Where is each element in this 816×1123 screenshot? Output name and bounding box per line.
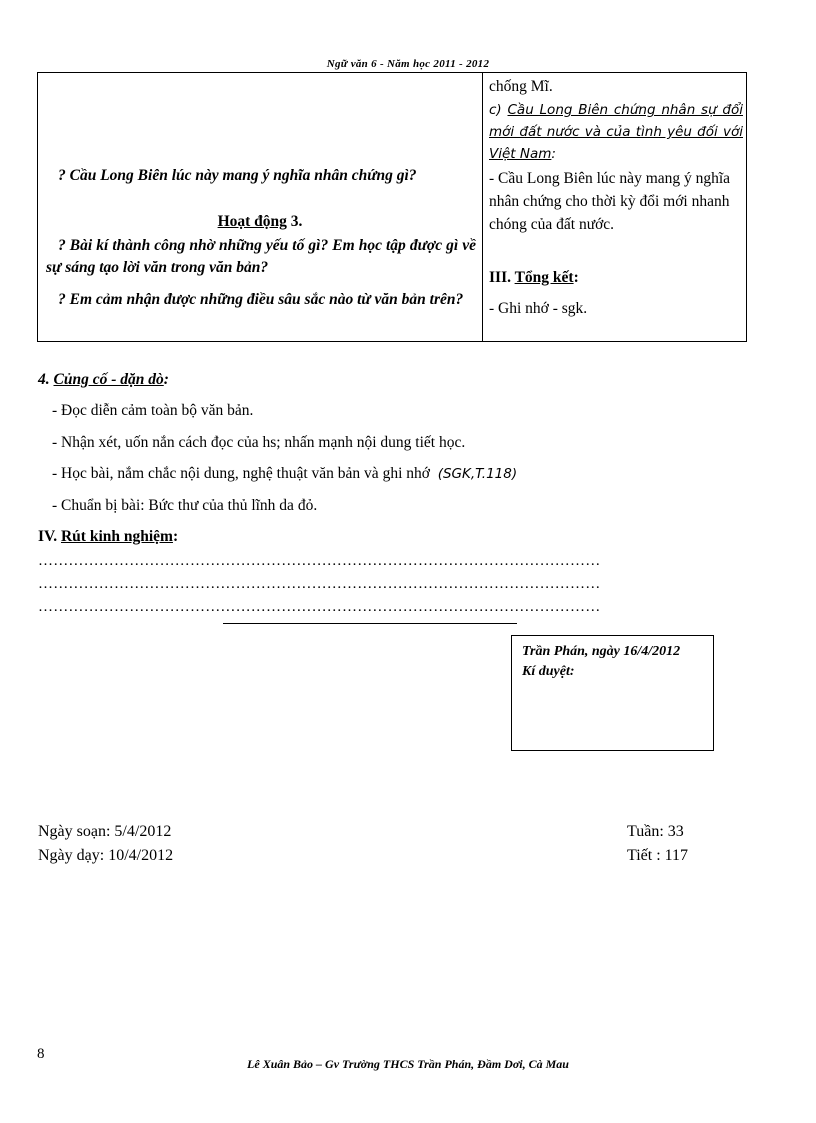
- notes-line-2: …………………………………………………………………………………………………: [38, 576, 601, 592]
- notes-line-1: …………………………………………………………………………………………………: [38, 553, 601, 569]
- content-column: [483, 73, 747, 342]
- section4-heading: [38, 371, 169, 389]
- approval-signed-label: Kí duyệt:: [522, 664, 575, 679]
- lesson-table: [37, 72, 747, 342]
- section4-item-2: - Nhận xét, uốn nắn cách đọc của hs; nhấn mạnh nội dung tiết học.: [52, 434, 466, 451]
- section-iv-heading: [38, 528, 178, 546]
- right-line-anti-us: chống Mĩ.: [489, 78, 553, 95]
- section-iv-colon: :: [172, 528, 179, 545]
- heading-c-suffix: :: [551, 146, 556, 162]
- activity-number: 3.: [290, 213, 303, 230]
- section-iv-number: IV.: [38, 528, 58, 545]
- period-number: Tiết : 117: [627, 847, 689, 864]
- summary-colon: :: [573, 269, 579, 286]
- section4-item-3-ref: (SGK,T.118): [437, 466, 518, 482]
- heading-c-prefix: c): [489, 102, 502, 118]
- notes-line-3: …………………………………………………………………………………………………: [38, 599, 601, 615]
- summary-heading: [489, 269, 579, 287]
- section4-item-1: - Đọc diễn cảm toàn bộ văn bản.: [52, 402, 254, 419]
- page-header-title: Ngữ văn 6 - Năm học 2011 - 2012: [326, 58, 490, 70]
- section4-item-3: [52, 465, 517, 483]
- page-number: 8: [37, 1046, 45, 1062]
- heading-c: [489, 99, 743, 165]
- section4-item-3-text: - Học bài, nắm chắc nội dung, nghệ thuật văn bản và ghi nhớ: [52, 465, 430, 482]
- question-success-factors: ? Bài kí thành công nhờ những yếu tố gì? Em học tập được gì về sự sáng tạo lời văn trong văn bản?: [46, 237, 476, 276]
- answer-bridge-witness: - Cầu Long Biên lúc này mang ý nghĩa nhân chứng cho thời kỳ đổi mới nhanh chóng của đất nước.: [489, 170, 731, 233]
- question-bridge-witness: ? Cầu Long Biên lúc này mang ý nghĩa nhân chứng gì?: [58, 167, 417, 184]
- activity-label: Hoạt động: [217, 213, 287, 230]
- page-footer-author: Lê Xuân Bảo – Gv Trường THCS Trần Phán, Đầm Dơi, Cà Mau: [247, 1057, 569, 1071]
- teach-date: Ngày dạy: 10/4/2012: [38, 847, 174, 864]
- approval-place-date: Trần Phán, ngày 16/4/2012: [522, 644, 681, 659]
- summary-label: Tổng kết: [514, 269, 574, 286]
- section-iv-title: Rút kinh nghiệm: [60, 528, 173, 545]
- teacher-activity-column: [38, 73, 483, 342]
- section4-title: Củng cố - dặn dò: [53, 371, 164, 388]
- summary-number: III.: [489, 269, 511, 286]
- section4-colon: :: [163, 371, 169, 388]
- activity-heading: [38, 211, 482, 233]
- summary-item: - Ghi nhớ - sgk.: [489, 300, 588, 317]
- section4-item-4: - Chuẩn bị bài: Bức thư của thủ lĩnh da đỏ.: [52, 497, 318, 514]
- week-number: Tuần: 33: [627, 823, 684, 840]
- section-divider: [223, 623, 517, 624]
- approval-box: [511, 635, 714, 751]
- heading-c-text: Cầu Long Biên chứng nhân sự đổi mới đất nước và của tình yêu đối với Việt Nam: [489, 102, 743, 162]
- section4-number: 4.: [38, 371, 50, 388]
- question-reflection: ? Em cảm nhận được những điều sâu sắc nào từ văn bản trên?: [58, 291, 464, 308]
- prep-date: Ngày soạn: 5/4/2012: [38, 823, 172, 840]
